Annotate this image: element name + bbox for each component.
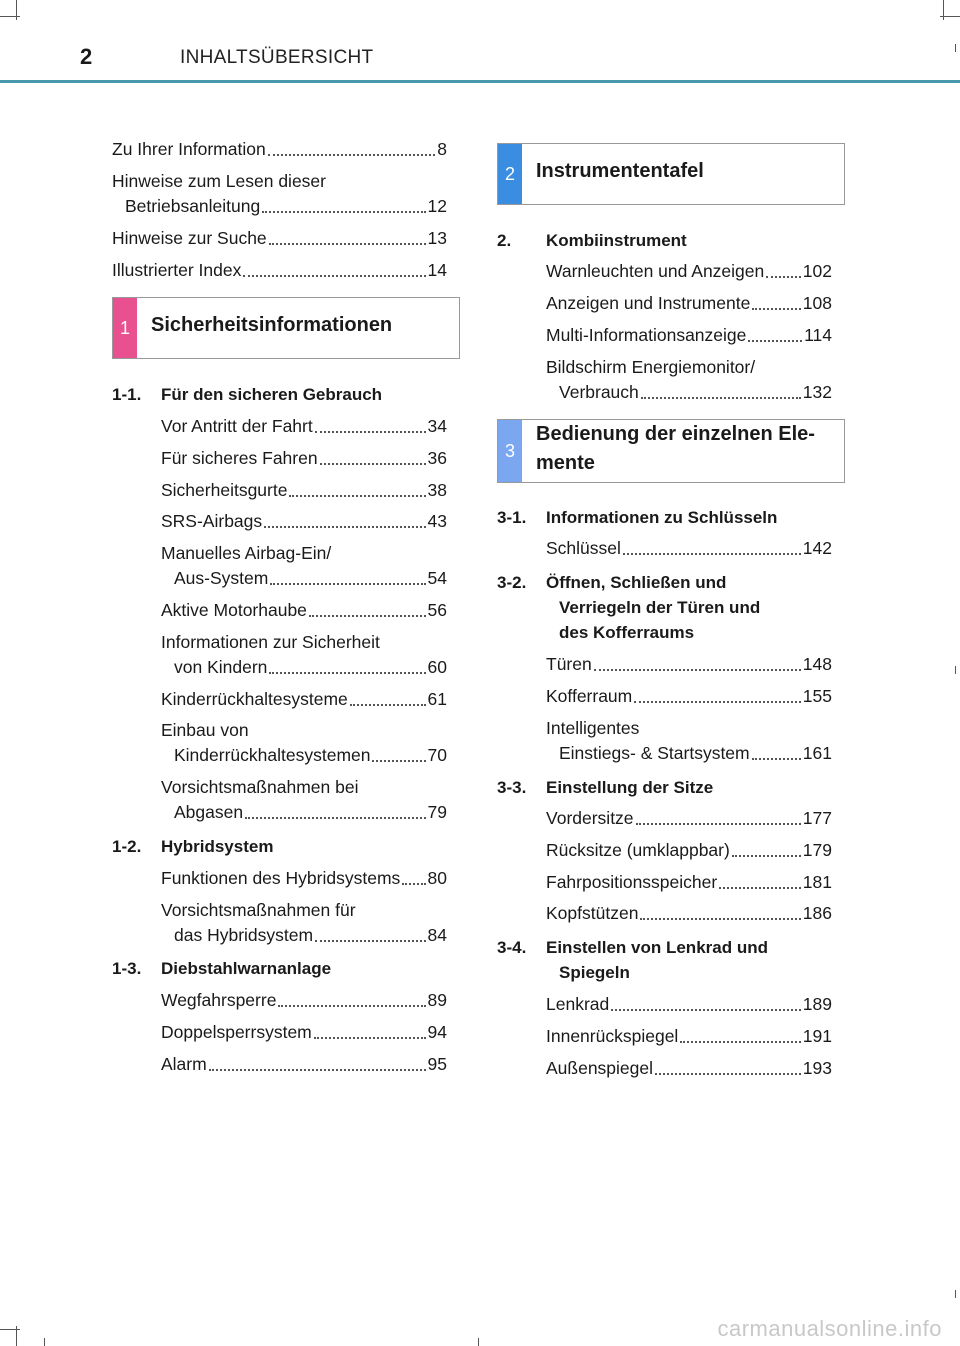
crop-mark	[955, 666, 956, 674]
page-number: 2	[80, 44, 93, 69]
toc-entry[interactable]: Vordersitze 177	[546, 808, 832, 828]
section-title-line2: mente	[536, 452, 595, 474]
toc-entry[interactable]: Intelligentes Einstiegs- & Startsystem 161	[546, 718, 832, 763]
crop-mark	[478, 1338, 479, 1346]
subsection-heading[interactable]: 2. Kombiinstrument	[497, 231, 687, 250]
toc-entry[interactable]: Sicherheitsgurte 38	[161, 480, 447, 500]
toc-entry[interactable]: Einbau von Kinderrückhaltesystemen 70	[161, 720, 447, 765]
toc-entry[interactable]: Kinderrückhaltesysteme 61	[161, 689, 447, 709]
toc-entry[interactable]: Multi-Informationsanzeige 114	[546, 325, 832, 345]
section-header-1[interactable]	[112, 297, 460, 359]
toc-entry[interactable]: Hinweise zur Suche 13	[112, 228, 447, 248]
toc-entry[interactable]: Kopfstützen 186	[546, 903, 832, 923]
subsection-heading[interactable]: 3-3. Einstellung der Sitze	[497, 778, 714, 797]
toc-entry[interactable]: Warnleuchten und Anzeigen 102	[546, 261, 832, 281]
toc-entry[interactable]: Alarm 95	[161, 1054, 447, 1074]
page-title: INHALTSÜBERSICHT	[180, 47, 374, 68]
toc-entry[interactable]: Bildschirm Energiemonitor/ Verbrauch 132	[546, 357, 832, 402]
toc-entry[interactable]: Zu Ihrer Information 8	[112, 139, 447, 159]
toc-entry[interactable]: Illustrierter Index 14	[112, 260, 447, 280]
toc-entry[interactable]: Kofferraum 155	[546, 686, 832, 706]
toc-entry[interactable]: Manuelles Airbag-Ein/ Aus-System 54	[161, 543, 447, 588]
page-header	[0, 0, 960, 84]
toc-entry[interactable]: Innenrückspiegel 191	[546, 1026, 832, 1046]
toc-entry[interactable]: Rücksitze (umklappbar) 179	[546, 840, 832, 860]
toc-entry[interactable]: Hinweise zum Lesen dieser Betriebsanleitung 12	[112, 171, 447, 216]
subsection-heading[interactable]: 1-1. Für den sicheren Gebrauch	[112, 385, 383, 404]
section-title: Sicherheitsinformationen	[151, 314, 393, 336]
section-number-tab: 3	[498, 420, 522, 482]
toc-entry[interactable]: Für sicheres Fahren 36	[161, 448, 447, 468]
section-number-tab: 1	[113, 298, 137, 358]
toc-entry[interactable]: Wegfahrsperre 89	[161, 990, 447, 1010]
section-title-line1: Bedienung der einzelnen Ele-	[536, 423, 815, 445]
section-header-3[interactable]	[497, 419, 845, 483]
crop-mark	[0, 1329, 20, 1330]
header-divider	[0, 80, 960, 83]
crop-mark	[44, 1338, 45, 1346]
toc-entry[interactable]: SRS-Airbags 43	[161, 511, 447, 531]
section-header-2[interactable]	[497, 143, 845, 205]
crop-mark	[955, 1290, 956, 1298]
toc-entry[interactable]: Doppelsperrsystem 94	[161, 1022, 447, 1042]
toc-entry[interactable]: Türen 148	[546, 654, 832, 674]
subsection-heading[interactable]: 3-4. Einstellen von Lenkrad und Spiegeln	[497, 938, 768, 982]
toc-entry[interactable]: Anzeigen und Instrumente 108	[546, 293, 832, 313]
subsection-heading[interactable]: 1-2. Hybridsystem	[112, 837, 274, 856]
toc-entry[interactable]: Aktive Motorhaube 56	[161, 600, 447, 620]
section-title: Instrumententafel	[536, 160, 704, 182]
toc-entry[interactable]: Außenspiegel 193	[546, 1058, 832, 1078]
subsection-heading[interactable]: 3-1. Informationen zu Schlüsseln	[497, 508, 778, 527]
toc-entry[interactable]: Vorsichtsmaßnahmen bei Abgasen 79	[161, 777, 447, 822]
toc-entry[interactable]: Informationen zur Sicherheit von Kindern 60	[161, 632, 447, 677]
toc-entry[interactable]: Fahrpositionsspeicher 181	[546, 872, 832, 892]
toc-entry[interactable]: Funktionen des Hybridsystems 80	[161, 868, 447, 888]
section-number-tab: 2	[498, 144, 522, 204]
toc-entry[interactable]: Vorsichtsmaßnahmen für das Hybridsystem 84	[161, 900, 447, 945]
toc-entry[interactable]: Lenkrad 189	[546, 994, 832, 1014]
toc-entry[interactable]: Schlüssel 142	[546, 538, 832, 558]
watermark: carmanualsonline.info	[717, 1316, 942, 1341]
subsection-heading[interactable]: 3-2. Öffnen, Schließen und Verriegeln der Türen und des Kofferraums	[497, 573, 761, 642]
toc-entry[interactable]: Vor Antritt der Fahrt 34	[161, 416, 447, 436]
subsection-heading[interactable]: 1-3. Diebstahlwarnanlage	[112, 959, 332, 978]
